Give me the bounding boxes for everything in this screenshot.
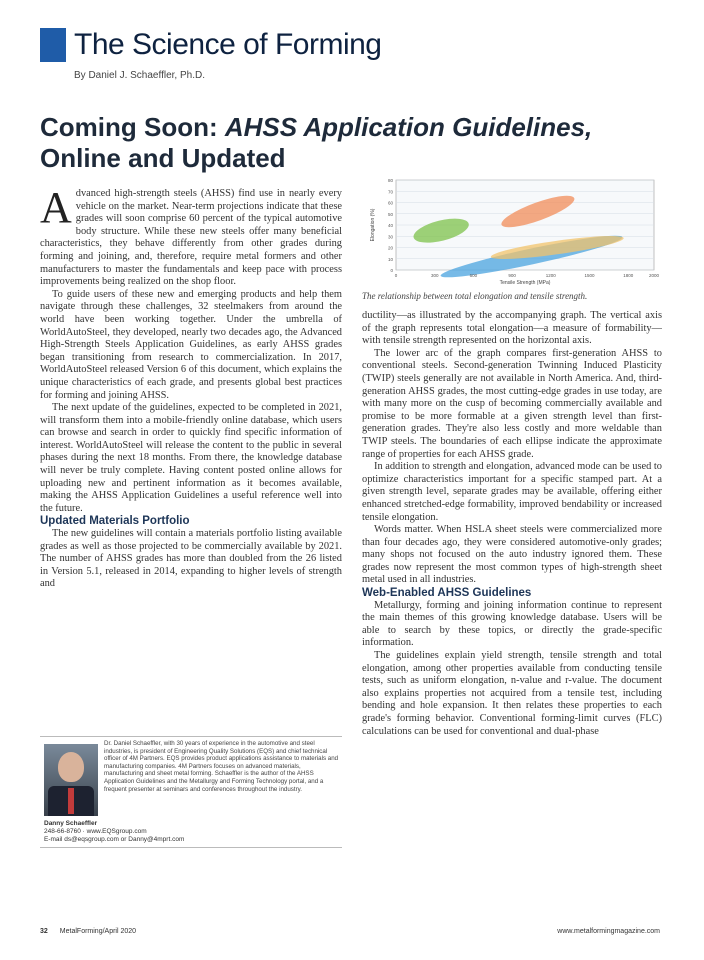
footer-left	[40, 928, 136, 935]
y-tick-label: 30	[387, 234, 393, 240]
x-tick-label: 900	[508, 273, 516, 278]
publication-name: MetalForming/April 2020	[59, 928, 137, 935]
author-photo-face	[58, 752, 84, 782]
x-tick-label: 1200	[545, 273, 556, 278]
footer-website[interactable]: www.metalformingmagazine.com	[557, 928, 660, 935]
x-tick-label: 0	[394, 273, 398, 278]
author-phone: 248-66-8760 · www.EQSgroup.com	[44, 828, 147, 835]
paragraph: Metallurgy, forming and joining information continue to represent the main themes of this growing knowledge database. Users will be able to search by these topics, or directly the grade-specific information.	[362, 599, 662, 649]
y-tick-label: 40	[387, 223, 393, 228]
x-tick-label: 2000	[648, 273, 660, 278]
x-tick-label: 600	[469, 273, 478, 278]
paragraph: Words matter. When HSLA sheet steels were commercialized more than four decades ago, they were considered automotive-only grades; many shops not focused on the auto industry ignored them. These grades now represent the most common types of high-strength sheet metal used in all industries.	[362, 524, 662, 586]
headline-line2: Online and Updated	[40, 143, 286, 173]
drop-cap: A	[40, 188, 72, 232]
x-axis-label: Tensile Strength (MPa)	[499, 280, 551, 286]
subheading: Updated Materials Portfolio	[40, 515, 190, 528]
y-tick-label: 70	[387, 189, 393, 195]
x-tick-label: 300	[430, 273, 439, 278]
y-tick-label: 10	[387, 256, 393, 262]
paragraph: The guidelines explain yield strength, tensile strength and total elongation, among other properties available from conducting tensile tests, such as uniform elongation, n-value and r-value. The document also explains properties not acquired from a tensile test, including bending and hole expansion. It then relates these properties to each grade's forming behavior. Conventional forming-limit curves (FLC) calculations can be used for conventional and dual-phase	[362, 650, 662, 737]
article-headline	[40, 112, 660, 174]
y-tick-label: 80	[387, 178, 393, 183]
x-tick-label: 1500	[584, 273, 595, 278]
paragraph: ductility—as illustrated by the accompanying graph. The vertical axis of the graph represents total elongation—a measure of formability—with tensile strength represented on the horizontal axis.	[362, 310, 662, 347]
paragraph: Advanced high-strength steels (AHSS) find use in nearly every vehicle on the market. Near-term projections indicate that these grades will soon comprise 60 percent of the typical automotive body structure. While these new steels offer many beneficial characteristics, they behave differently from other grades during forming and joining, and, therefore, require metal formers and other manufacturers to master the fundamentals and keep pace with process improvements being realized on the shop floor.	[40, 188, 342, 288]
y-tick-label: 0	[390, 268, 393, 273]
paragraph: The lower arc of the graph compares first-generation AHSS to conventional steels. Second-generation Twinning Induced Plasticity (TWIP) steels generally are not available in North America. And, third-generation AHSS grades, the most cutting-edge grades in use today, are with many more on the cusp of becoming commercially available and promise to be more formable at a given strength level than first-generation grades. They're also less costly and more weldable than TWIP steels. The boundaries of each ellipse indicate the approximate range of properties for each AHSS grade.	[362, 347, 662, 460]
subheading: Web-Enabled AHSS Guidelines	[362, 587, 532, 600]
paragraph: To guide users of these new and emerging products and help them navigate through these challenges, 32 steelmakers from around the world have been working together. Under the umbrella of WorldAutoSteel, they developed, nearly two decades ago, the Advanced High-Strength Steels Application Guidelines, as early AHSS grades began transitioning from research to commercialization. In 2017, WorldAutoSteel released Version 6 of this document, which explains the unique characteristics of each grade, and presents global best practices for forming and joining AHSS.	[40, 288, 342, 401]
chart-svg	[362, 176, 662, 286]
elongation-strength-chart	[362, 176, 662, 286]
column-title: The Science of Forming	[74, 28, 382, 61]
y-tick-label: 20	[387, 245, 393, 251]
headline-plain: Coming Soon:	[40, 112, 225, 142]
author-bio: Dr. Daniel Schaeffler, with 30 years of experience in the automotive and steel industries, is president of Engineering Quality Solutions (EQS) and chief technical officer of 4M Partners. EQS provides product applications assistance to materials and manufacturing companies. 4M Partners focuses on advanced materials, manufacturing and sheet metal forming. Schaeffler is the author of the AHSS Application Guidelines and the Metallurgy and Forming Technology portal, and a frequent presenter at seminars and conferences throughout the industry.	[104, 740, 339, 793]
left-text-column	[40, 188, 342, 718]
paragraph: The next update of the guidelines, expected to be completed in 2021, will transform them into a mobile-friendly online database, which users can browse and search in order to quickly find specific information of interest. WorldAutoSteel will release the content to the public in several phases during the next 18 months. From there, the knowledge database will never be truly complete. Having content posted online allows for uploading new and pertinent information as it becomes available, making the AHSS Application Guidelines a useful reference well into the future.	[40, 402, 342, 514]
author-email-link[interactable]: E-mail ds@eqsgroup.com or Danny@4mprt.com	[44, 836, 185, 843]
column-color-bar	[40, 28, 66, 62]
author-photo-tie	[68, 788, 74, 814]
y-tick-label: 50	[387, 211, 393, 217]
page-number: 32	[40, 928, 48, 935]
byline: By Daniel J. Schaeffler, Ph.D.	[74, 70, 205, 81]
paragraph: In addition to strength and elongation, advanced mode can be used to optimize characteristics important for a specific stamped part. At a given strength level, separate grades may be available, offering either enhanced stretched-edge formability, improved bendability or increased tensile elongation.	[362, 461, 662, 523]
y-tick-label: 60	[387, 200, 393, 206]
x-tick-label: 1800	[623, 273, 634, 278]
author-name: Danny Schaeffler	[44, 820, 98, 827]
right-text-column	[362, 310, 662, 835]
headline-italic: AHSS Application Guidelines,	[224, 112, 593, 142]
y-axis-label: Elongation (%)	[370, 208, 376, 242]
chart-caption: The relationship between total elongation and tensile strength.	[362, 291, 588, 301]
paragraph: The new guidelines will contain a materials portfolio listing available grades as well as those projected to be commercially available by 2021. The number of AHSS grades has more than doubled from the 26 listed in Version 5.1, released in 2014, expanding to higher levels of strength and	[40, 528, 342, 590]
